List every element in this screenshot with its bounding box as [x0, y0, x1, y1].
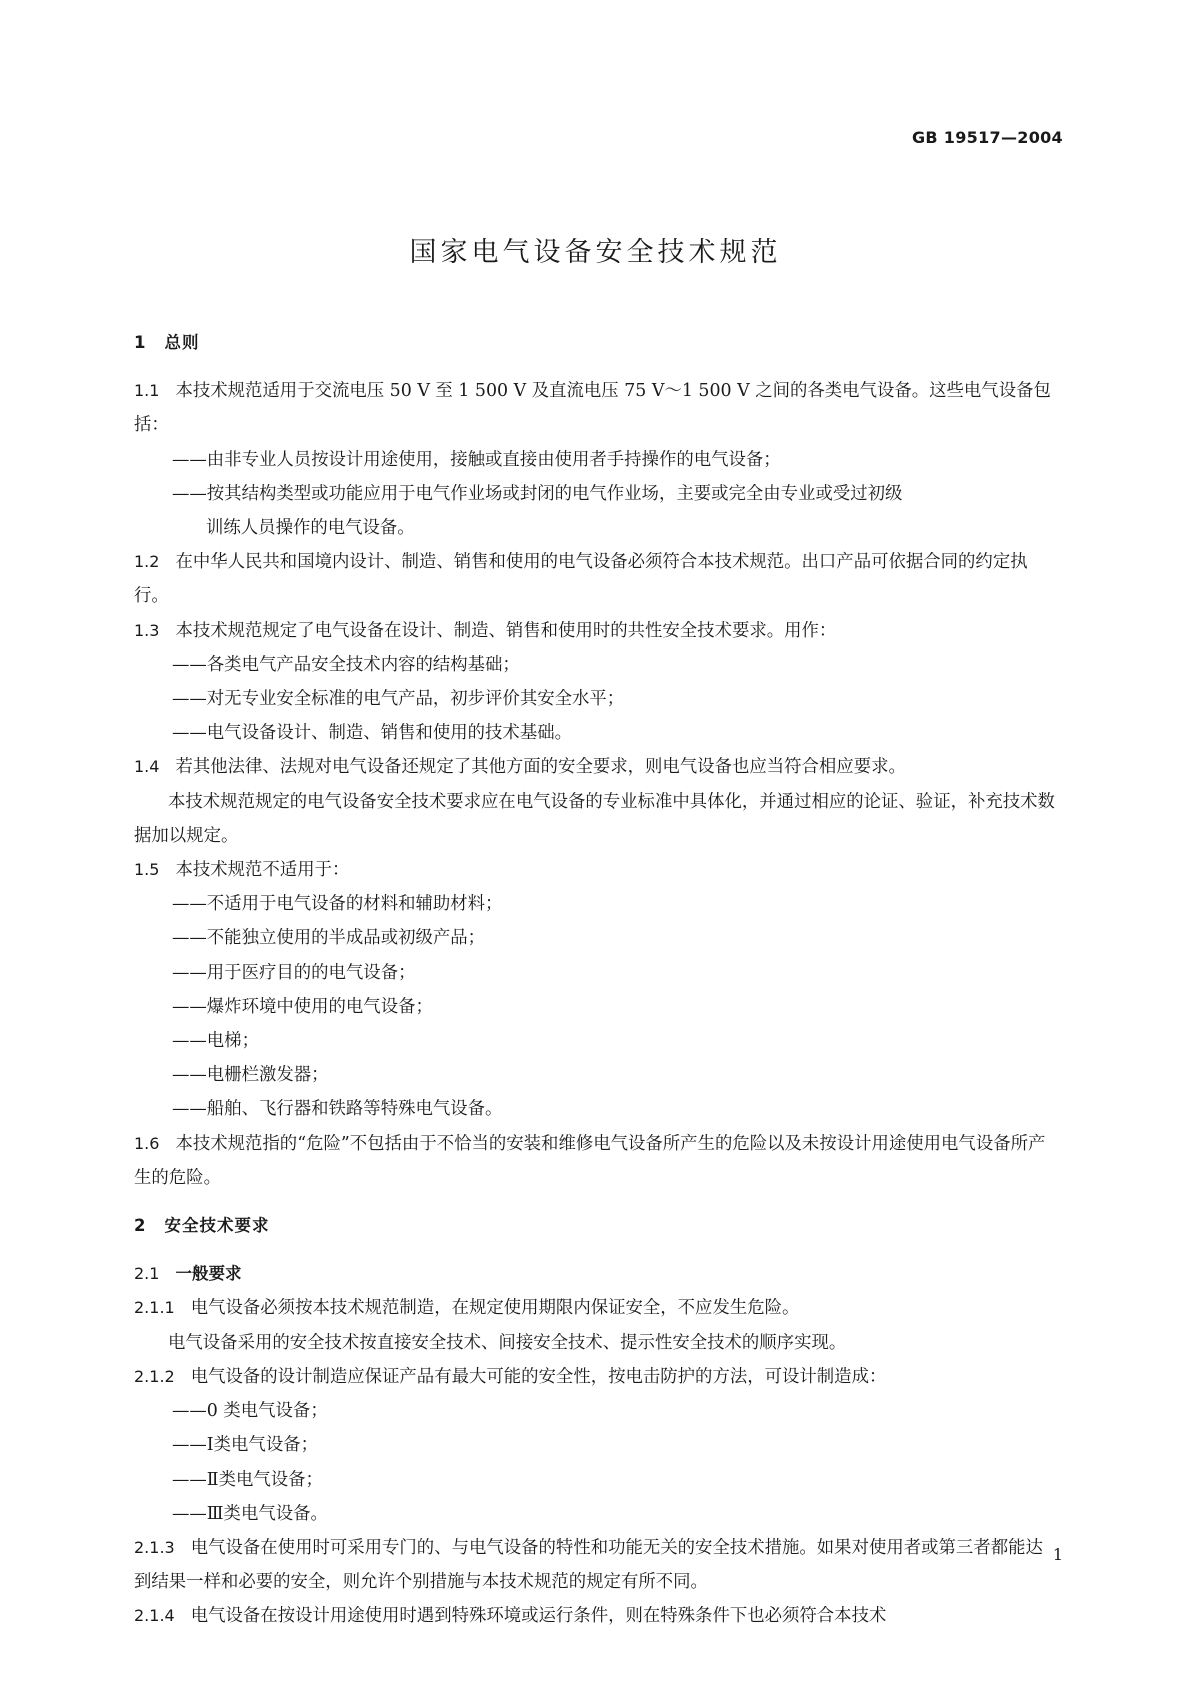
clause-number: 1.5 [134, 860, 160, 880]
clause-number: 2.1.2 [134, 1366, 175, 1386]
list-item: ——Ⅰ类电气设备； [172, 1435, 318, 1456]
list-item: ——对无专业安全标准的电气产品，初步评价其安全水平； [172, 689, 625, 710]
list-item-continuation: 训练人员操作的电气设备。 [206, 518, 415, 539]
section-number: 2 [134, 1216, 147, 1236]
clause-2-1-4 [134, 1599, 1059, 1633]
clause-1-3 [134, 614, 1059, 648]
section-title: 总则 [164, 333, 200, 352]
subsection-title: 一般要求 [175, 1264, 242, 1284]
clause-number: 2.1 [134, 1264, 160, 1284]
clause-1-4 [134, 750, 1059, 784]
clause-2-1-1 [134, 1291, 1059, 1325]
list-item: ——按其结构类型或功能应用于电气作业场或封闭的电气作业场，主要或完全由专业或受过初级 [172, 483, 903, 504]
clause-text: 本技术规范适用于交流电压 50 V 至 1 500 V 及直流电压 75 V～1 500 V 之间的各类电气设备。这些电气设备包括： [134, 381, 1051, 436]
clause-number: 1.4 [134, 757, 160, 777]
clause-text: 电气设备在使用时可采用专门的、与电气设备的特性和功能无关的安全技术措施。如果对使用者或第三者都能达到结果一样和必要的安全，则允许个别措施与本技术规范的规定有所不同。 [134, 1537, 1043, 1593]
clause-text: 电气设备的设计制造应保证产品有最大可能的安全性，按电击防护的方法，可设计制造成： [190, 1366, 887, 1387]
section-1-heading [134, 326, 1059, 360]
list-item: ——Ⅲ类电气设备。 [172, 1503, 328, 1524]
clause-1-1 [134, 374, 1059, 442]
page-number: 1 [1052, 1545, 1063, 1564]
clause-1-2 [134, 545, 1059, 613]
standard-number: GB 19517—2004 [912, 128, 1063, 147]
clause-number: 2.1.1 [134, 1298, 175, 1318]
subsection-2-1-heading [134, 1257, 1059, 1291]
clause-text: 本技术规范规定了电气设备在设计、制造、销售和使用时的共性安全技术要求。用作： [175, 620, 837, 641]
section-2-heading [134, 1209, 1059, 1243]
paragraph: 本技术规范规定的电气设备安全技术要求应在电气设备的专业标准中具体化，并通过相应的论证、验证，补充技术数据加以规定。 [134, 791, 1055, 846]
clause-text: 电气设备必须按本技术规范制造，在规定使用期限内保证安全，不应发生危险。 [190, 1298, 800, 1319]
list-item: ——电梯； [172, 1031, 259, 1052]
list-item: ——不能独立使用的半成品或初级产品； [172, 928, 486, 949]
list-item: ——爆炸环境中使用的电气设备； [172, 996, 433, 1017]
list-item: ——0 类电气设备； [172, 1401, 328, 1422]
list-item: ——用于医疗目的的电气设备； [172, 962, 416, 983]
paragraph: 电气设备采用的安全技术按直接安全技术、间接安全技术、提示性安全技术的顺序实现。 [168, 1332, 847, 1353]
clause-number: 2.1.4 [134, 1606, 175, 1626]
list-item: ——电栅栏激发器； [172, 1065, 329, 1086]
clause-number: 1.2 [134, 552, 160, 572]
list-item: ——电气设备设计、制造、销售和使用的技术基础。 [172, 723, 572, 744]
list-item: ——船舶、飞行器和铁路等特殊电气设备。 [172, 1099, 503, 1120]
clause-2-1-3 [134, 1531, 1059, 1599]
clause-text: 若其他法律、法规对电气设备还规定了其他方面的安全要求，则电气设备也应当符合相应要求。 [175, 757, 906, 778]
list-item: ——Ⅱ类电气设备； [172, 1469, 323, 1490]
clause-number: 1.6 [134, 1133, 160, 1153]
clause-text: 本技术规范不适用于： [175, 860, 350, 881]
clause-text: 电气设备在按设计用途使用时遇到特殊环境或运行条件，则在特殊条件下也必须符合本技术 [190, 1606, 887, 1627]
section-title: 安全技术要求 [164, 1216, 270, 1236]
clause-number: 1.3 [134, 620, 160, 640]
clause-number: 2.1.3 [134, 1537, 175, 1557]
clause-number: 1.1 [134, 381, 160, 401]
clause-2-1-2 [134, 1360, 1059, 1394]
list-item: ——由非专业人员按设计用途使用，接触或直接由使用者手持操作的电气设备； [172, 449, 781, 470]
list-item: ——不适用于电气设备的材料和辅助材料； [172, 894, 503, 915]
clause-1-5 [134, 853, 1059, 887]
document-title: 国家电气设备安全技术规范 [409, 237, 782, 268]
section-number: 1 [134, 333, 147, 352]
document-body [134, 326, 1059, 1634]
list-item: ——各类电气产品安全技术内容的结构基础； [172, 654, 520, 675]
clause-1-6 [134, 1127, 1059, 1195]
clause-text: 在中华人民共和国境内设计、制造、销售和使用的电气设备必须符合本技术规范。出口产品可依据合同的约定执行。 [134, 552, 1028, 607]
clause-text: 本技术规范指的“危险”不包括由于不恰当的安装和维修电气设备所产生的危险以及未按设计用途使用电气设备所产生的危险。 [134, 1133, 1046, 1188]
